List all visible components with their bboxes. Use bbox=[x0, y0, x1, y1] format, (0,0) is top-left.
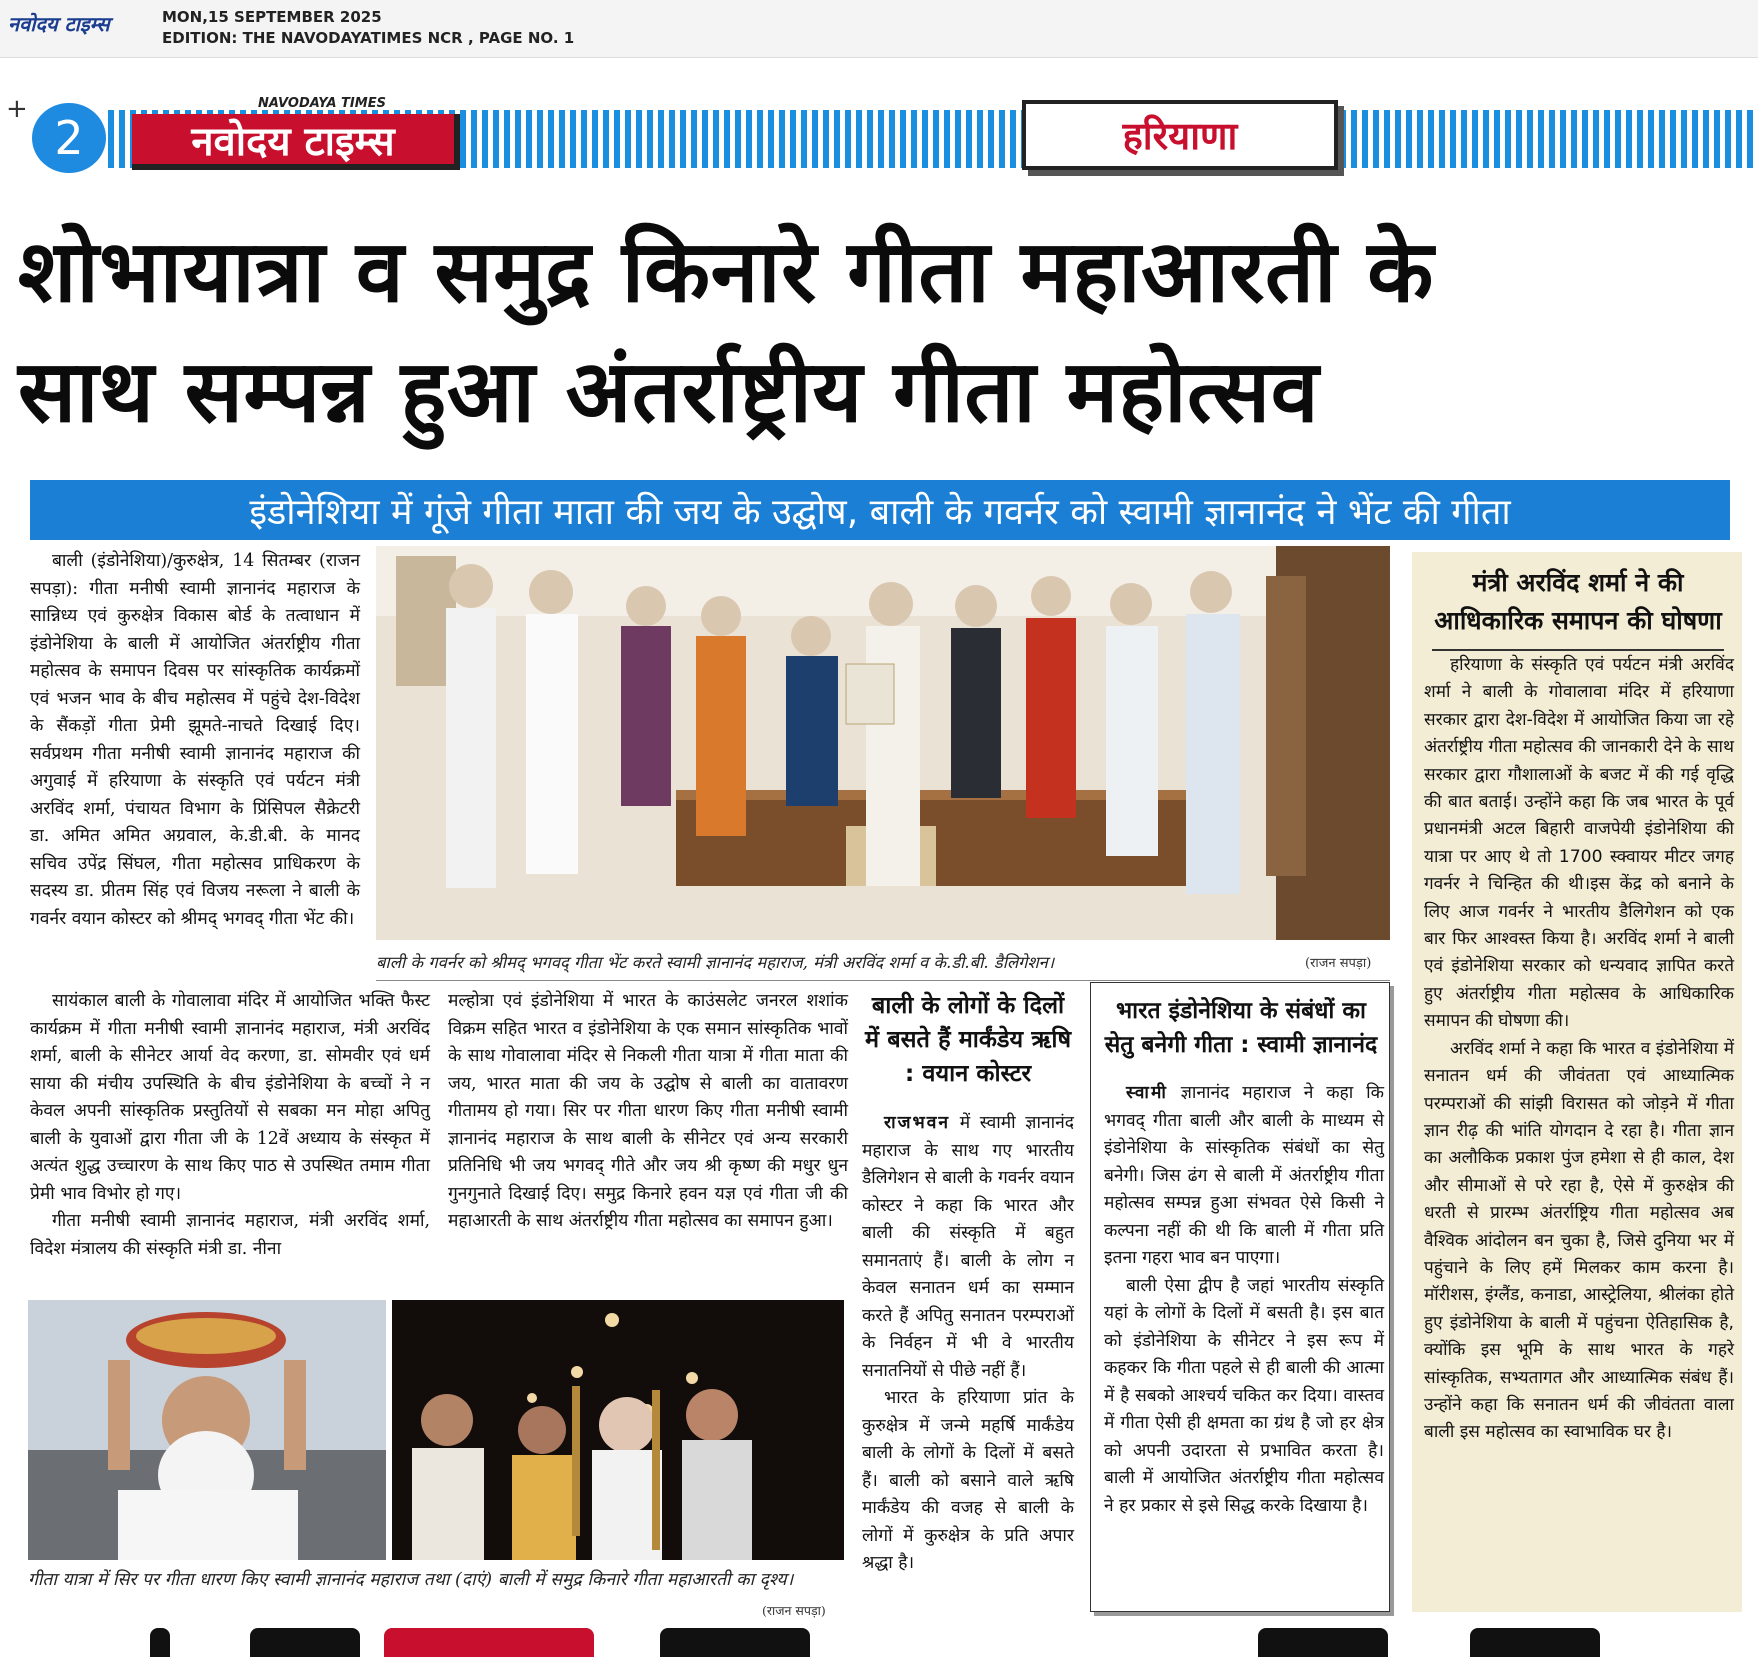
paragraph: गीता मनीषी स्वामी ज्ञानानंद महाराज, मंत्री अरविंद शर्मा, विदेश मंत्रालय की संस्कृति मंत्री डा. नीना bbox=[30, 1211, 430, 1259]
sidebar-heading: मंत्री अरविंद शर्मा ने की आधिकारिक समापन की घोषणा bbox=[1434, 568, 1722, 635]
lead-word: राजभवन bbox=[884, 1113, 951, 1133]
small-logo: नवोदय टाइम्स bbox=[8, 12, 110, 36]
article-column-4 bbox=[1104, 1080, 1384, 1520]
column-3-heading: बाली के लोगों के दिलों में बसते हैं मार्कंडेय ऋषि : वयान कोस्टर bbox=[864, 991, 1072, 1087]
brand-logo: नवोदय टाइम्स bbox=[132, 114, 460, 170]
aarti-photo-illustration bbox=[392, 1300, 844, 1560]
lead-word: स्वामी bbox=[1126, 1083, 1168, 1103]
article-intro-column bbox=[30, 548, 360, 933]
group-photo-illustration bbox=[376, 546, 1390, 940]
headline-line-2: साथ सम्पन्न हुआ अंतर्राष्ट्रीय गीता महोत्सव bbox=[18, 342, 1320, 442]
paragraph: बाली ऐसा द्वीप है जहां भारतीय संस्कृति यहां के लोगों के दिलों में बसती है। इस बात को इंडोनेशिया के सीनेटर ने इस रूप में कहकर कि गीता पहले से ही बाली की आत्मा में है सबको आश्चर्य चकित कर दिया। वास्तव में गीता ऐसी ही क्षमता का ग्रंथ है जो हर क्षेत्र को अपनी उदारता से प्रभावित करता है। बाली में आयोजित अंतर्राष्ट्रीय गीता महोत्सव ने हर प्रकार से इसे सिद्ध करके दिखाया है। bbox=[1104, 1275, 1384, 1516]
main-photo-credit: (राजन सपड़ा) bbox=[1305, 956, 1372, 971]
headline-line-1: शोभायात्रा व समुद्र किनारे गीता महाआरती के bbox=[18, 222, 1434, 322]
page-number-badge: 2 bbox=[32, 103, 106, 173]
sidebar-text bbox=[1424, 652, 1734, 1447]
photo-yatra bbox=[28, 1300, 386, 1560]
edition-date: MON,15 SEPTEMBER 2025 bbox=[162, 8, 382, 26]
registration-mark: + bbox=[6, 94, 28, 124]
divider bbox=[376, 980, 1390, 981]
article-column-2 bbox=[448, 988, 848, 1236]
bottom-photos-credit: (राजन सपड़ा) bbox=[762, 1603, 826, 1618]
paragraph: मल्होत्रा एवं इंडोनेशिया में भारत के काउंसलेट जनरल शशांक विक्रम सहित भारत व इंडोनेशिया के एक समान सांस्कृतिक भावों के साथ गोवालावा मंदिर से निकली गीता यात्रा में गीता माता की जय, भारत माता की जय के उद्घोष से बाली का वातावरण गीतामय हो गया। सिर पर गीता धारण किए गीता मनीषी स्वामी ज्ञानानंद महाराज के साथ बाली के सीनेटर एवं अन्य सरकारी प्रतिनिधि भी जय भगवद् गीते और जय श्री कृष्ण की मधुर धुन गुनगुनाते दिखाई दिए। समुद्र किनारे हवन यज्ञ एवं गीता जी की महाआरती के साथ अंतर्राष्ट्रीय गीता महोत्सव का समापन हुआ। bbox=[448, 991, 848, 1231]
intro-paragraph: बाली (इंडोनेशिया)/कुरुक्षेत्र, 14 सितम्बर (राजन सपड़ा): गीता मनीषी स्वामी ज्ञानानंद महाराज के सान्निध्य एवं कुरुक्षेत्र विकास बोर्ड के तत्वाधान में इंडोनेशिया के बाली में आयोजित अंतर्राष्ट्रीय गीता महोत्सव के समापन दिवस पर सांस्कृतिक कार्यक्रमों एवं भजन भाव के बीच महोत्सव में पहुंचे देश-विदेश के सैंकड़ों गीता प्रेमी झूमते-नाचते दिखाई दिए। सर्वप्रथम गीता मनीषी स्वामी ज्ञानानंद महाराज की अगुवाई में हरियाणा के संस्कृति एवं पर्यटन मंत्री अरविंद शर्मा, पंचायत विभाग के प्रिंसिपल सैक्रेटरी डा. अमित अमित अग्रवाल, के.डी.बी. के मानद सचिव उपेंद्र सिंघल, गीता महोत्सव प्राधिकरण के सदस्य डा. प्रीतम सिंह एवं विजय नरूला ने बाली के गवर्नर वयान कोस्टर को श्रीमद् भगवद् गीता भेंट की। bbox=[30, 551, 360, 929]
sidebar-heading-rule bbox=[1432, 649, 1724, 651]
yatra-photo-illustration bbox=[28, 1300, 386, 1560]
main-photo bbox=[376, 546, 1390, 940]
subheadline-banner: इंडोनेशिया में गूंजे गीता माता की जय के उद्घोष, बाली के गवर्नर को स्वामी ज्ञानानंद ने भेंट की गीता bbox=[30, 480, 1730, 540]
photo-mahaarti bbox=[392, 1300, 844, 1560]
paragraph: अरविंद शर्मा ने कहा कि भारत व इंडोनेशिया में सनातन धर्म की जीवंतता एवं आध्यात्मिक परम्पराओं की सांझी विरासत को जोड़ने में गीता ज्ञान रीढ़ की भांति योगदान दे रहा है। गीता ज्ञान का अलौकिक प्रकाश पुंज हमेशा से ही काल, देश और सीमाओं से परे रहा है, ऐसे में कुरुक्षेत्र की धरती से प्रारम्भ अंतर्राष्ट्रिय गीता महोत्सव अब वैश्विक आंदोलन बन चुका है, जिसे दुनिया भर में पहुंचाने के लिए हमें मिलकर काम करना है। मॉरीशस, इंग्लैंड, कनाडा, आस्ट्रेलिया, श्रीलंका होते हुए इंडोनेशिया के बाली में पहुंचना ऐतिहासिक है, क्योंकि इस भूमि के साथ भारत के गहरे सांस्कृतिक, सभ्यतागत और आध्यात्मिक संबंध हैं। उन्होंने कहा कि सनातन धर्म की जीवंतता वाला बाली इस महोत्सव का स्वाभाविक घर है। bbox=[1424, 1038, 1734, 1443]
column-4-heading: भारत इंडोनेशिया के संबंधों का सेतु बनेगी गीता : स्वामी ज्ञानानंद bbox=[1104, 998, 1378, 1058]
brand-english: NAVODAYA TIMES bbox=[258, 96, 386, 111]
edition-info: EDITION: THE NAVODAYATIMES NCR , PAGE NO. 1 bbox=[162, 29, 575, 47]
bottom-photos-caption: गीता यात्रा में सिर पर गीता धारण किए स्वामी ज्ञानानंद महाराज तथा (दाएं) बाली में समुद्र किनारे गीता महाआरती का दृश्य। bbox=[28, 1570, 794, 1590]
paragraph: भारत के हरियाणा प्रांत के कुरुक्षेत्र में जन्मे महर्षि मार्कंडेय बाली के लोगों के दिलों में बसते हैं। बाली को बसाने वाले ऋषि मार्कंडेय की वजह से बाली के लोगों में कुरुक्षेत्र के प्रति अपार श्रद्धा है। bbox=[862, 1388, 1074, 1573]
article-column-3 bbox=[862, 1110, 1074, 1578]
article-column-1 bbox=[30, 988, 430, 1263]
main-headline bbox=[18, 212, 1740, 452]
next-article-headline-cutoff bbox=[0, 1628, 1758, 1657]
paragraph: में स्वामी ज्ञानानंद महाराज के साथ गए भारतीय डैलिगेशन से बाली के गवर्नर वयान कोस्टर ने कहा कि भारत और बाली की संस्कृति में बहुत समानताएं हैं। बाली के लोग न केवल सनातन धर्म का सम्मान करते हैं अपितु सनातन परम्पराओं के निर्वहन में भी वे भारतीय सनातनियों से पीछे नहीं हैं। bbox=[862, 1113, 1075, 1381]
paragraph: हरियाणा के संस्कृति एवं पर्यटन मंत्री अरविंद शर्मा ने बाली के गोवालावा मंदिर में हरियाणा सरकार द्वारा देश-विदेश में आयोजित किया जा रहे अंतर्राष्ट्रीय गीता महोत्सव की जानकारी देने के साथ सरकार द्वारा गौशालाओं के बजट में की गई वृद्धि की बात बताई। उन्होंने कहा कि जब भारत के पूर्व प्रधानमंत्री अटल बिहारी वाजपेयी इंडोनेशिया की यात्रा पर आए थे तो 1700 स्क्वायर मीटर जगह गवर्नर ने चिन्हित की थी।इस केंद्र को बनाने के लिए आज गवर्नर ने भारतीय डैलिगेशन को एक बार फिर आश्वस्त किया है। अरविंद शर्मा ने बाली एवं इंडोनेशिया सरकार को धन्यवाद ज्ञापित करते हुए अंतर्राष्ट्रीय गीता महोत्सव के आधिकारिक समापन की घोषणा की। bbox=[1424, 655, 1734, 1032]
main-photo-caption: बाली के गवर्नर को श्रीमद् भगवद् गीता भेंट करते स्वामी ज्ञानानंद महाराज, मंत्री अरविंद शर्मा व के.डी.बी. डैलिगेशन। bbox=[376, 953, 1055, 972]
section-label: हरियाणा bbox=[1022, 100, 1338, 170]
paragraph: ज्ञानानंद महाराज ने कहा कि भगवद् गीता बाली और बाली के माध्यम से इंडोनेशिया के सांस्कृतिक संबंधों का सेतु बनेगी। जिस ढंग से बाली में अंतर्राष्ट्रीय गीता महोत्सव सम्पन्न हुआ संभवत ऐसे किसी ने कल्पना नहीं की थी कि बाली में गीता प्रति इतना गहरा भाव बन पाएगा। bbox=[1104, 1083, 1384, 1268]
paragraph: सायंकाल बाली के गोवालावा मंदिर में आयोजित भक्ति फैस्ट कार्यक्रम में गीता मनीषी स्वामी ज्ञानानंद महाराज, मंत्री अरविंद शर्मा, बाली के सीनेटर आर्या वेद करणा, डा. सोमवीर एवं धर्म साया की मंचीय उपस्थिति के बीच इंडोनेशिया के बच्चों ने न केवल अपनी सांस्कृतिक प्रस्तुतियों से सबका मन मोहा अपितु बाली के युवाओं द्वारा गीता जी के 12वें अध्याय के संस्कृत में अत्यंत शुद्ध उच्चारण के साथ किए पाठ से उपस्थित तमाम गीता प्रेमी भाव विभोर हो गए। bbox=[30, 991, 430, 1204]
